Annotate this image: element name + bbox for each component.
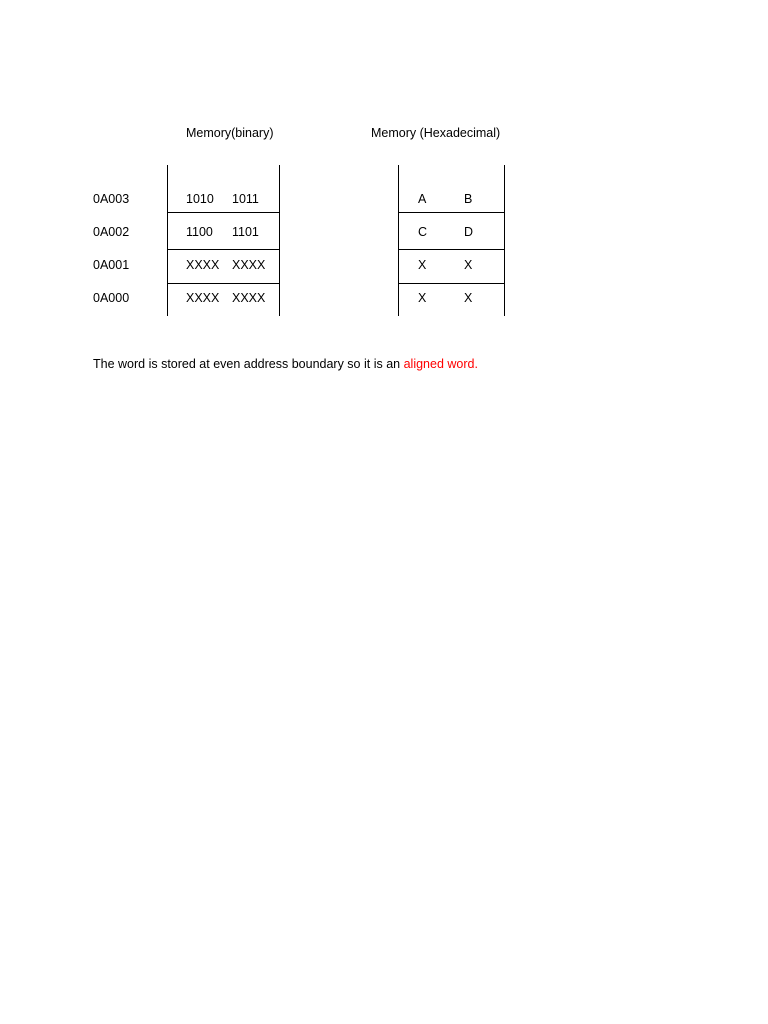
binary-memory-heading: Memory(binary): [186, 126, 274, 140]
hex-row-divider: [398, 212, 505, 213]
binary-low-nibble: 1011: [232, 192, 259, 206]
binary-row-divider: [167, 249, 280, 250]
binary-high-nibble: 1010: [186, 192, 214, 206]
hex-memory-heading: Memory (Hexadecimal): [371, 126, 501, 140]
binary-box-left-border: [167, 165, 168, 316]
hex-low-digit: X: [464, 258, 473, 272]
binary-low-nibble: 1101: [232, 225, 259, 239]
hex-high-digit: X: [418, 291, 427, 305]
hex-high-digit: A: [418, 192, 427, 206]
hex-high-digit: X: [418, 258, 427, 272]
hex-box-left-border: [398, 165, 399, 316]
binary-row-divider: [167, 283, 280, 284]
binary-high-nibble: XXXX: [186, 291, 220, 305]
address-label: 0A001: [93, 258, 130, 272]
binary-box-right-border: [279, 165, 280, 316]
binary-low-nibble: XXXX: [232, 258, 266, 272]
hex-low-digit: B: [464, 192, 473, 206]
caption-highlight: aligned word.: [403, 357, 478, 371]
hex-low-digit: X: [464, 291, 473, 305]
binary-low-nibble: XXXX: [232, 291, 266, 305]
binary-row-divider: [167, 212, 280, 213]
binary-high-nibble: 1100: [186, 225, 213, 239]
binary-high-nibble: XXXX: [186, 258, 220, 272]
hex-row-divider: [398, 283, 505, 284]
hex-high-digit: C: [418, 225, 428, 239]
hex-box-right-border: [504, 165, 505, 316]
address-label: 0A003: [93, 192, 130, 206]
hex-row-divider: [398, 249, 505, 250]
address-label: 0A000: [93, 291, 130, 305]
caption-text: The word is stored at even address boundary so it is an: [93, 357, 404, 371]
address-label: 0A002: [93, 225, 130, 239]
hex-low-digit: D: [464, 225, 474, 239]
caption: [93, 357, 478, 371]
